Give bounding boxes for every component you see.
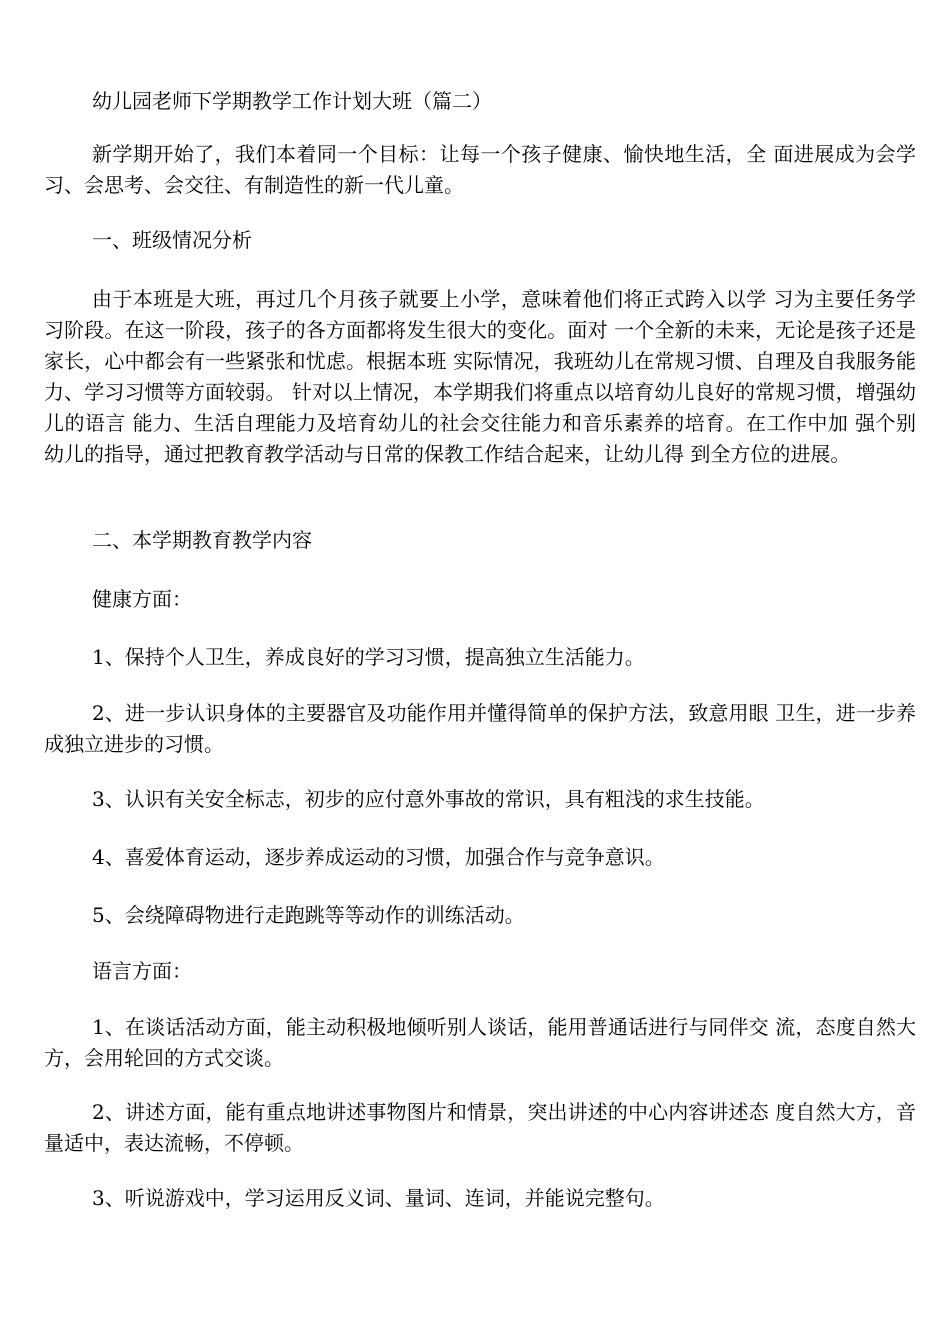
language-item: 2、讲述方面，能有重点地讲述事物图片和情景，突出讲述的中心内容讲述态 度自然大方，音量适中，表达流畅，不停顿。 [44,1100,916,1155]
section1-body: 由于本班是大班，再过几个月孩子就要上小学，意味着他们将正式跨入以学 习为主要任务学习阶段。在这一阶段，孩子的各方面都将发生很大的变化。面对 一个全新的未来，无论是孩子还是家长，心中都会有一些紧张和忧虑。根据本班 实际情况，我班幼儿在常规习惯、自理及自我服务能力、学习习惯等方面较弱。 针对以上情况，本学期我们将重点以培育幼儿良好的常规习惯，增强幼儿的语言 能力、生活自理能力及培育幼儿的社会交往能力和音乐素养的培育。在工作中加 强个别幼儿的指导，通过把教育教学活动与日常的保教工作结合起来，让幼儿得 到全方位的进展。 [44,287,916,466]
health-item: 5、会绕障碍物进行走跑跳等等动作的训练活动。 [92,903,525,927]
health-heading: 健康方面： [92,587,192,611]
section1-heading: 一、班级情况分析 [92,228,252,252]
health-item: 1、保持个人卫生，养成良好的学习习惯，提高独立生活能力。 [92,645,645,669]
health-item: 2、进一步认识身体的主要器官及功能作用并懂得简单的保护方法，致意用眼 卫生，进一步养成独立进步的习惯。 [44,701,916,756]
health-item: 3、认识有关安全标志，初步的应付意外事故的常识，具有粗浅的求生技能。 [92,787,765,811]
intro-paragraph: 新学期开始了，我们本着同一个目标：让每一个孩子健康、愉快地生活，全 面进展成为会学习、会思考、会交往、有制造性的新一代儿童。 [44,142,916,197]
health-item: 4、喜爱体育运动，逐步养成运动的习惯，加强合作与竞争意识。 [92,845,665,869]
document-title: 幼儿园老师下学期教学工作计划大班（篇二） [92,89,492,113]
language-heading: 语言方面： [92,959,192,983]
language-item: 3、听说游戏中，学习运用反义词、量词、连词，并能说完整句。 [92,1186,665,1210]
language-item: 1、在谈话活动方面，能主动积极地倾听别人谈话，能用普通话进行与同伴交 流，态度自然大方，会用轮回的方式交谈。 [44,1015,916,1070]
section2-heading: 二、本学期教育教学内容 [92,528,312,552]
